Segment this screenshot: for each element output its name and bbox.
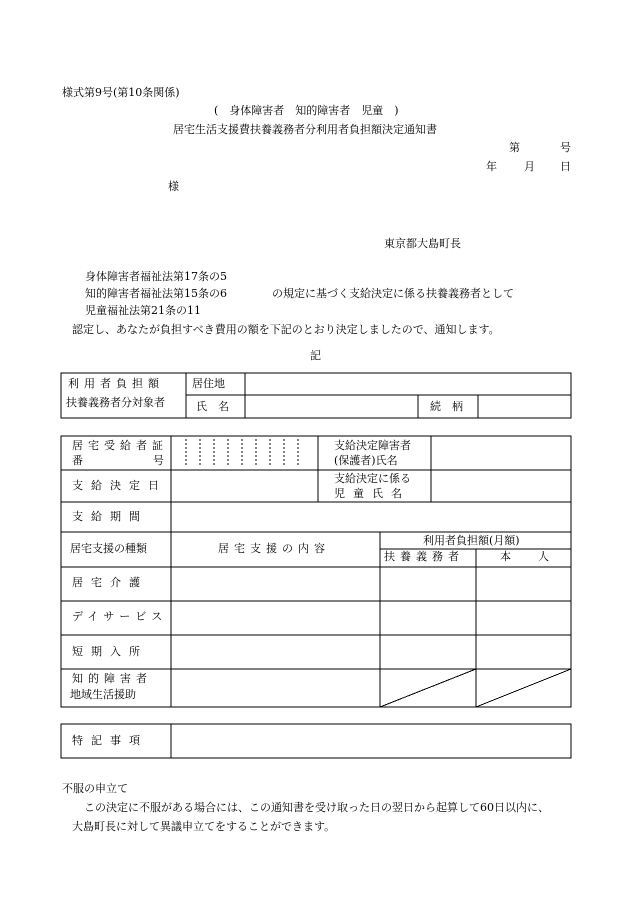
t2-row-intellectual-2: 地域生活援助 [70,688,136,701]
date-year: 年 [486,160,497,173]
number-dai: 第 [509,141,520,154]
t2-guardian-2: (保護者)氏名 [334,454,398,467]
date-month: 月 [524,160,535,173]
issuer: 東京都大島町長 [384,237,461,250]
t2-row-home-care: 居宅介護 [72,576,148,589]
t2-self: 本 人 [500,550,557,563]
form-number: 様式第9号(第10条関係) [62,86,180,99]
appeal-heading: 不服の申立て [62,782,128,795]
t2-burden-header: 利用者負担額(月額) [423,534,520,547]
appeal-line-2: 大島町長に対して異議申立てをすることができます。 [72,820,336,833]
date-day: 日 [560,160,571,173]
t1-address-label: 居住地 [192,377,225,390]
t1-label-2: 扶養義務者分対象者 [66,396,165,409]
t2-row-day-service: デイサービス [72,610,168,623]
t2-decision-date: 支給決定日 [72,479,167,492]
t2-cert-1: 居宅受給者証 [72,439,168,452]
t1-relation-label: 続 柄 [430,400,463,413]
t2-supporter: 扶養義務者 [384,550,464,563]
t2-service-type: 居宅支援の種類 [70,542,147,555]
law-suffix: の規定に基づく支給決定に係る扶養義務者として [272,287,514,300]
t2-cert-2b: 号 [153,454,164,467]
number-go: 号 [560,141,571,154]
decision-sentence: 認定し、あなたが負担すべき費用の額を下記のとおり決定しましたので、通知します。 [72,323,500,336]
t2-guardian-1: 支給決定障害者 [334,439,411,452]
t3-special-notes: 特記事項 [72,734,148,747]
t2-child-2: 児童氏名 [334,487,410,500]
t2-row-intellectual-1: 知的障害者 [72,672,152,685]
law-3: 児童福祉法第21条の11 [85,304,201,317]
appeal-line-1: この決定に不服がある場合には、この通知書を受け取った日の翌日から起算して60日以内に、 [84,801,549,814]
t1-label-1: 利用者負担額 [68,377,164,390]
t2-service-content: 居宅支援の内容 [218,542,330,555]
t2-row-short-stay: 短期入所 [72,645,148,658]
number-boxes [186,439,298,467]
document-title: 居宅生活支援費扶養義務者分利用者負担額決定通知書 [173,123,437,136]
t2-period: 支給期間 [72,510,148,523]
t2-cert-2a: 番 [72,454,83,467]
law-2: 知的障害者福祉法第15条の6 [85,287,227,300]
law-1: 身体障害者福祉法第17条の5 [85,270,227,283]
ki-marker: 記 [310,349,321,362]
category-list: ( 身体障害者 知的障害者 児童 ) [214,104,399,117]
recipient-honorific: 様 [168,180,179,193]
t2-child-1: 支給決定に係る [334,472,411,485]
t1-name-label: 氏 名 [196,400,229,413]
